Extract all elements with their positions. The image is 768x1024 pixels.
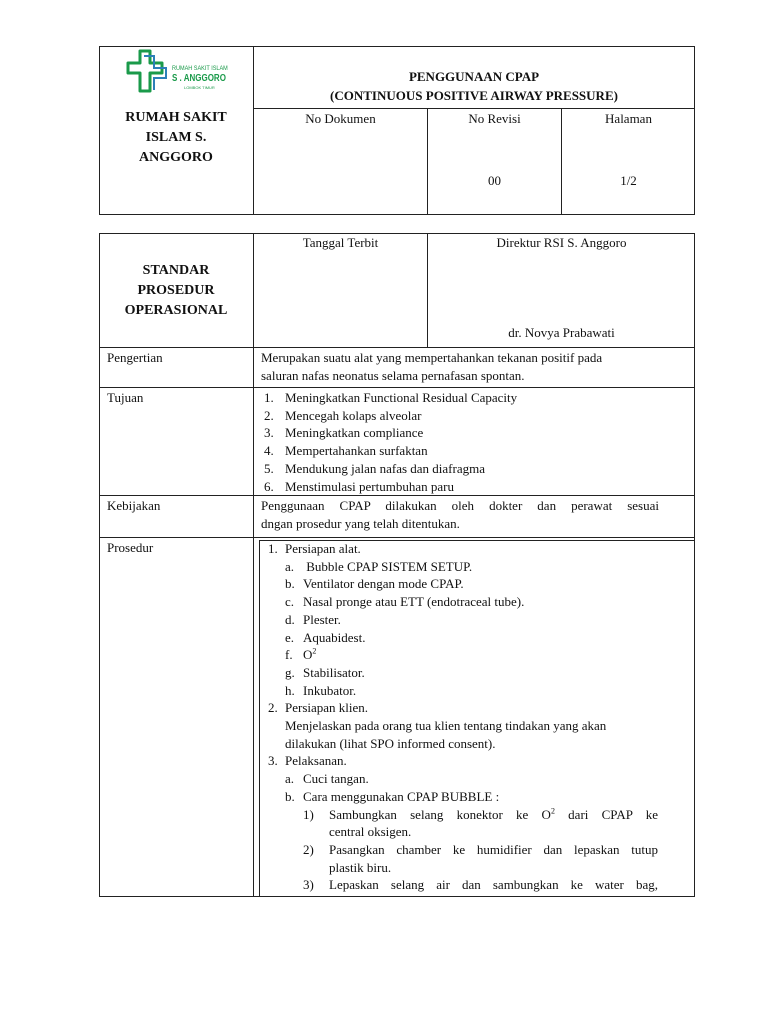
logo-text-1: RUMAH SAKIT ISLAM: [172, 65, 228, 72]
item-letter: d.: [285, 611, 295, 627]
list-item: [268, 682, 658, 700]
item-text: Bubble CPAP SISTEM SETUP.: [303, 558, 473, 574]
logo-text-3: LOMBOK TIMUR: [184, 85, 215, 90]
prosedur-list: [268, 540, 658, 894]
kebijakan-text: [261, 497, 659, 533]
list-item: [264, 389, 517, 407]
item-superscript: 2: [312, 646, 317, 656]
item-text: Plester.: [303, 611, 341, 627]
item-text: [329, 806, 658, 824]
pengertian-label: Pengertian: [107, 350, 163, 365]
item-letter: g.: [285, 664, 295, 680]
spo-label-line: OPERASIONAL: [124, 303, 228, 318]
tanggal-terbit: Tanggal Terbit: [302, 235, 379, 250]
item-letter: a.: [285, 771, 295, 787]
spo-label: [100, 261, 252, 321]
prosedur-inner-border: [259, 540, 260, 897]
item-text-part: dari CPAP ke: [554, 806, 658, 822]
item-text: Ventilator dengan mode CPAP.: [303, 576, 464, 592]
item-superscript: 2: [550, 806, 555, 816]
spo-label-line: STANDAR: [142, 263, 210, 278]
list-item: [268, 629, 658, 647]
list-item: [268, 575, 658, 593]
list-item: [264, 478, 517, 496]
list-item: [264, 460, 517, 478]
item-number: 2.: [264, 407, 274, 423]
header-title-divider: [253, 108, 695, 109]
col-no-revisi: No Revisi: [468, 111, 521, 126]
row-divider: [99, 347, 695, 348]
item-number: 1.: [264, 390, 274, 405]
item-text: O: [303, 647, 313, 663]
item-text: Pasangkan chamber ke humidifier dan lepaskan tutup: [329, 841, 658, 857]
item-text: Meningkatkan compliance: [285, 425, 424, 441]
item-text: Mempertahankan surfaktan: [285, 443, 428, 459]
document-title-line: (CONTINUOUS POSITIVE AIRWAY PRESSURE): [330, 88, 618, 103]
item-text: Mendukung jalan nafas dan diafragma: [285, 460, 485, 476]
list-item: [268, 788, 658, 806]
list-text: dilakukan (lihat SPO informed consent).: [285, 735, 496, 751]
spo-label-line: PROSEDUR: [137, 283, 215, 298]
list-item: [264, 424, 517, 442]
document-title-line: PENGGUNAAN CPAP: [408, 69, 540, 84]
list-item: [268, 611, 658, 629]
item-text: Meningkatkan Functional Residual Capacity: [285, 390, 518, 405]
item-text-part: Sambungkan selang konektor ke O: [329, 806, 551, 822]
hospital-name-line: ISLAM S.: [145, 130, 207, 145]
item-text: Inkubator.: [303, 682, 357, 698]
document-title: [254, 67, 694, 105]
item-number: 4.: [264, 443, 274, 459]
cross-logo-icon: [122, 48, 172, 96]
halaman-value: 1/2: [620, 173, 637, 188]
list-item: [268, 699, 658, 717]
list-item: [268, 558, 658, 576]
item-number: 6.: [264, 478, 274, 494]
item-number: 3.: [268, 753, 278, 769]
pengertian-text-line: saluran nafas neonatus selama pernafasan spontan.: [261, 368, 525, 383]
list-item: [268, 593, 658, 611]
list-item: [268, 646, 658, 664]
hospital-name-line: RUMAH SAKIT: [125, 110, 227, 125]
list-item: [264, 407, 517, 425]
item-letter: a.: [285, 558, 295, 574]
list-text: Menjelaskan pada orang tua klien tentang tindakan yang akan: [285, 718, 607, 734]
list-item: [268, 540, 658, 558]
item-letter: b.: [285, 576, 295, 592]
item-letter: c.: [285, 594, 295, 610]
item-number: 1): [303, 806, 314, 822]
item-number: 1.: [268, 541, 278, 556]
list-item: [268, 841, 658, 859]
item-text: Menstimulasi pertumbuhan paru: [285, 478, 454, 494]
list-text: plastik biru.: [329, 859, 392, 875]
item-number: 3): [303, 877, 314, 893]
revisi-value: 00: [488, 173, 501, 188]
direktur-title: Direktur RSI S. Anggoro: [496, 235, 627, 250]
spo-label-divider: [253, 233, 254, 897]
item-letter: f.: [285, 647, 293, 663]
hospital-name: [100, 108, 252, 168]
item-text: Stabilisator.: [303, 664, 365, 680]
col-no-dokumen: No Dokumen: [305, 111, 376, 126]
kebijakan-text-line: Penggunaan CPAP dilakukan oleh dokter dan perawat sesuai: [261, 498, 659, 513]
tujuan-list: [264, 389, 517, 495]
item-number: 5.: [264, 460, 274, 476]
list-item: [268, 770, 658, 788]
item-text: Pelaksanan.: [285, 753, 347, 769]
item-text: Cara menggunakan CPAP BUBBLE :: [303, 788, 500, 804]
list-item: [268, 664, 658, 682]
pengertian-text: [261, 349, 602, 385]
direktur-name: dr. Novya Prabawati: [508, 325, 615, 340]
kebijakan-text-line: dngan prosedur yang telah ditentukan.: [261, 516, 460, 531]
list-item: [264, 442, 517, 460]
hospital-name-line: ANGGORO: [139, 150, 213, 165]
item-number: 3.: [264, 425, 274, 441]
row-divider: [99, 537, 695, 538]
item-text: Persiapan klien.: [285, 700, 369, 716]
item-text: Nasal pronge atau ETT (endotraceal tube).: [303, 594, 525, 610]
prosedur-label: Prosedur: [107, 540, 154, 555]
item-text: Persiapan alat.: [285, 541, 361, 556]
item-letter: e.: [285, 629, 295, 645]
hospital-logo: [118, 48, 238, 98]
row-divider: [99, 387, 695, 388]
col-halaman: Halaman: [605, 111, 652, 126]
item-text: Lepaskan selang air dan sambungkan ke water bag,: [329, 877, 658, 893]
item-letter: h.: [285, 682, 295, 698]
pengertian-text-line: Merupakan suatu alat yang mempertahankan tekanan positif pada: [261, 350, 603, 365]
list-item: [268, 876, 658, 894]
logo-text-2: S . ANGGORO: [172, 73, 226, 84]
item-text: Mencegah kolaps alveolar: [285, 407, 422, 423]
item-letter: b.: [285, 788, 295, 804]
kebijakan-label: Kebijakan: [107, 498, 161, 513]
list-item: [268, 752, 658, 770]
item-number: 2.: [268, 700, 278, 716]
item-text: Aquabidest.: [303, 629, 366, 645]
item-number: 2): [303, 841, 314, 857]
list-text: central oksigen.: [329, 824, 412, 840]
list-item: [268, 806, 658, 824]
tujuan-label: Tujuan: [107, 390, 144, 405]
item-text: Cuci tangan.: [303, 771, 369, 787]
